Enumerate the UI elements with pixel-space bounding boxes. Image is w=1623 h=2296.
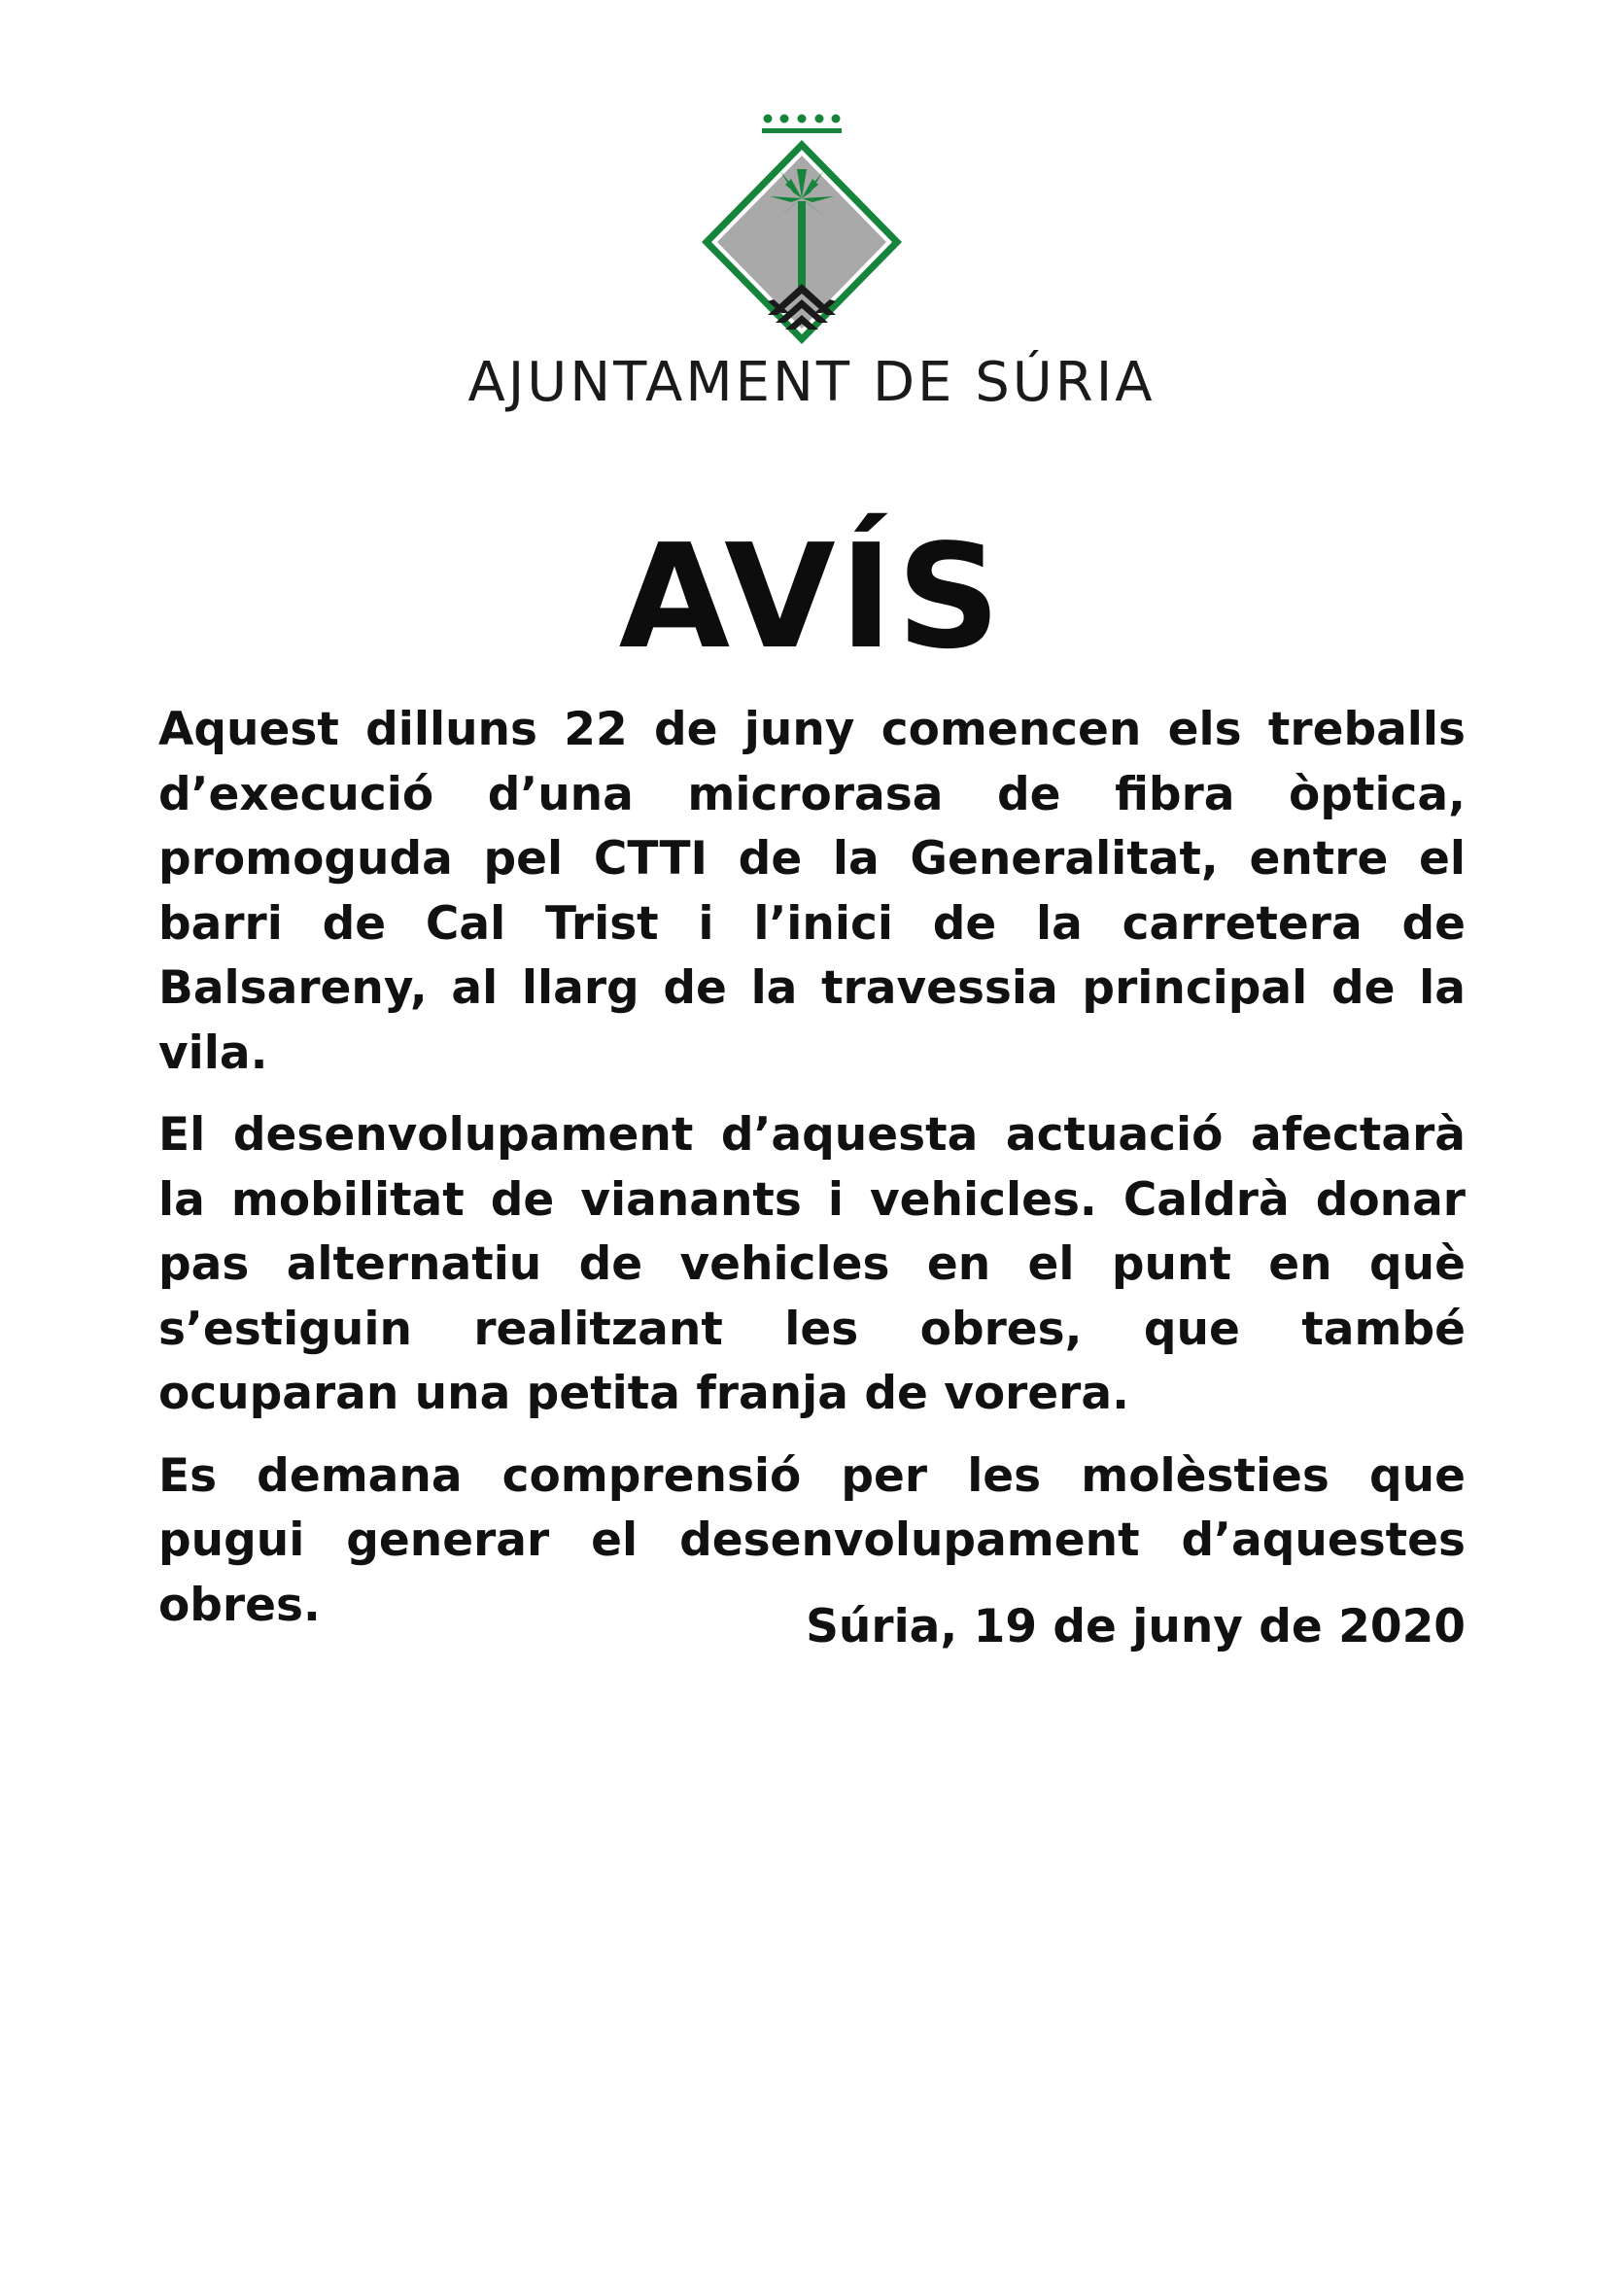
crown-icon: [762, 115, 842, 134]
notice-paragraph: Aquest dilluns 22 de juny comencen els treballs d’execució d’una microrasa de fibra òptica, promoguda pel CTTI de la Generalitat, entre el barri de Cal Trist i l’inici de la carretera de Balsareny, al llarg de la travessia principal de la vila.: [158, 703, 1466, 1080]
organization-name: AJUNTAMENT DE SÚRIA: [467, 351, 1156, 414]
notice-body: [158, 698, 1466, 1655]
notice-paragraph: El desenvolupament d’aquesta actuació afectarà la mobilitat de vianants i vehicles. Caldrà donar pas alternatiu de vehicles en el punt en què s’estiguin realitzant les obres, que també ocuparan una petita franja de vorera.: [158, 1108, 1466, 1420]
coat-of-arms-icon: [690, 109, 914, 352]
notice-paragraph: Es demana comprensió per les molèsties que pugui generar el desenvolupament d’aquestes obres.: [158, 1448, 1466, 1632]
place-and-date: Súria, 19 de juny de 2020: [806, 1600, 1466, 1653]
notice-title: AVÍS: [618, 513, 1005, 680]
